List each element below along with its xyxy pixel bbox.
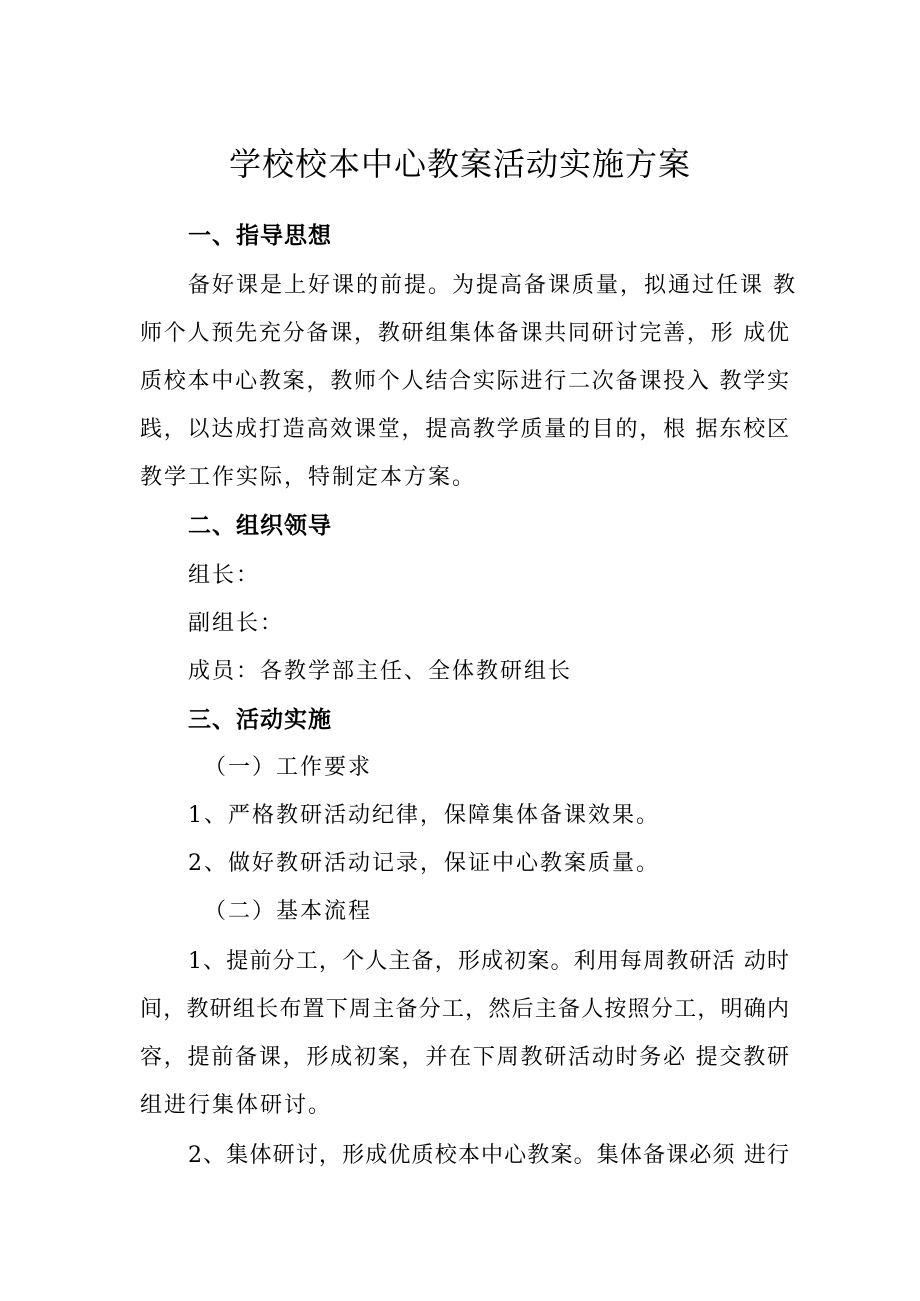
members-line: 成员：各教学部主任、全体教研组长 bbox=[188, 659, 573, 684]
deputy-leader-line: 副组长： bbox=[188, 611, 285, 636]
section-heading-guiding-thought: 一、指导思想 bbox=[188, 223, 332, 249]
paragraph-line: 容，提前备课，形成初案，并在下周教研活动时务必 提交教研 bbox=[140, 1045, 790, 1070]
paragraph-line: 践，以达成打造高效课堂，提高教学质量的目的，根 据东校区 bbox=[140, 417, 790, 442]
paragraph-line: 2、集体研讨，形成优质校本中心教案。集体备课必须 进行 bbox=[188, 1143, 790, 1168]
paragraph-line: 师个人预先充分备课，教研组集体备课共同研讨完善，形 成优 bbox=[140, 321, 790, 346]
document-title: 学校校本中心教案活动实施方案 bbox=[228, 145, 691, 183]
section-heading-organization: 二、组织领导 bbox=[188, 513, 332, 539]
requirement-item: 2、做好教研活动记录，保证中心教案质量。 bbox=[188, 851, 660, 876]
leader-line: 组长： bbox=[188, 563, 261, 588]
paragraph-line: 间，教研组长布置下周主备分工，然后主备人按照分工，明确内 bbox=[140, 997, 790, 1022]
paragraph-line: 组进行集体研讨。 bbox=[140, 1093, 333, 1118]
section-heading-activity-implementation: 三、活动实施 bbox=[188, 707, 332, 733]
paragraph-line: 备好课是上好课的前提。为提高备课质量，拟通过任课 教 bbox=[188, 273, 797, 298]
subsection-title-basic-process: （二）基本流程 bbox=[204, 899, 373, 924]
paragraph-line: 教学工作实际，特制定本方案。 bbox=[140, 465, 477, 490]
paragraph-line: 1、提前分工，个人主备，形成初案。利用每周教研活 动时 bbox=[188, 949, 790, 974]
requirement-item: 1、严格教研活动纪律，保障集体备课效果。 bbox=[188, 803, 660, 828]
subsection-title-work-requirements: （一）工作要求 bbox=[204, 755, 373, 780]
paragraph-line: 质校本中心教案，教师个人结合实际进行二次备课投入 教学实 bbox=[140, 369, 790, 394]
